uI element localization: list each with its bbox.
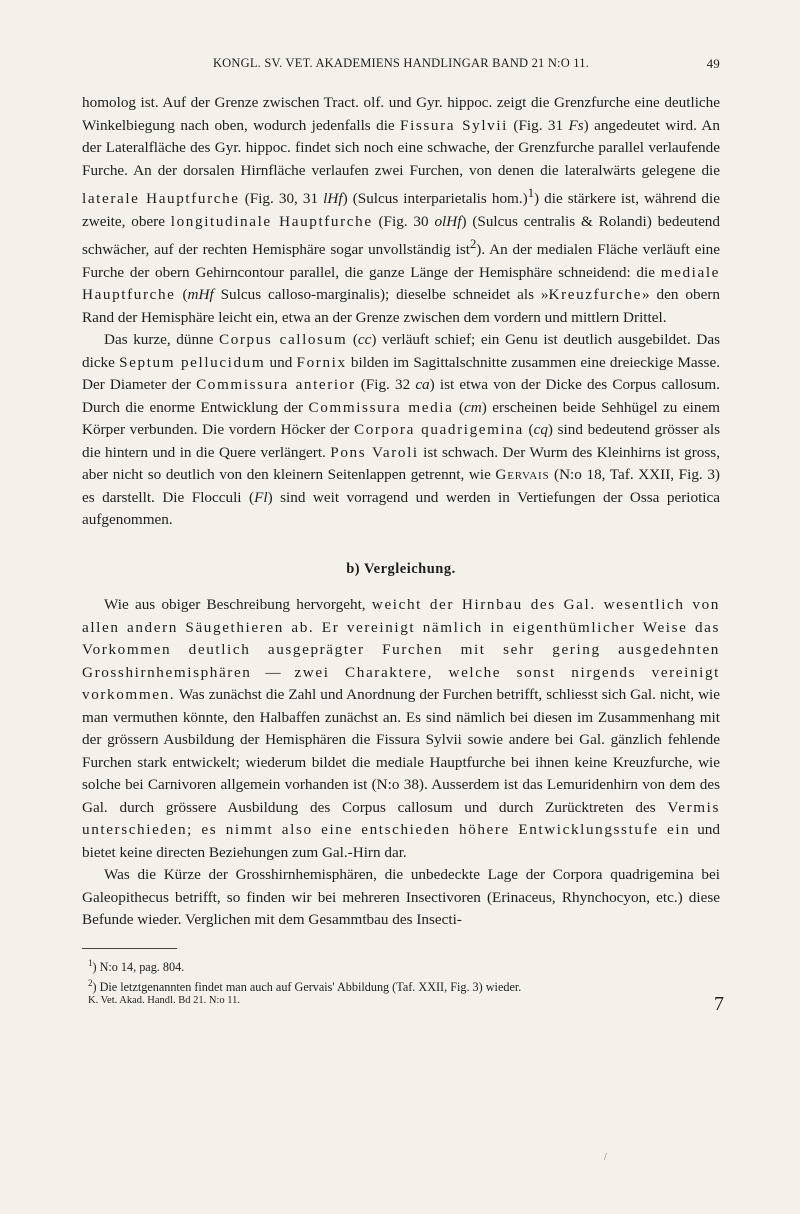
body-text bbox=[82, 92, 720, 932]
text-run: 2 bbox=[469, 237, 477, 252]
text-run: mHf bbox=[187, 286, 214, 304]
text-run: bilden im Sagittalschnitte zusammen eine dreieckige Masse. Der Diameter der bbox=[82, 353, 720, 394]
text-run: ) erscheinen beide Sehhügel zu einem Körper verbunden. Die vordern Höcker der bbox=[82, 398, 720, 439]
text-run: ( bbox=[347, 331, 358, 349]
section-heading: b) Vergleichung. bbox=[346, 560, 456, 577]
text-run: ) sind weit vorragend und werden in Vertiefungen der Ossa periotica aufgenommen. bbox=[82, 488, 720, 529]
text-run: Fl bbox=[254, 488, 268, 506]
signature-line bbox=[88, 992, 724, 1015]
text-run: ) sind bedeutend grösser als die hintern und in die Quere verlängert. bbox=[82, 421, 720, 461]
text-run: (N:o 18, Taf. XXII, Fig. 3) es darstellt. Die Flocculi ( bbox=[82, 466, 720, 506]
footnote-text: ) Die letztgenannten findet man auch auf Gervais' Abbildung (Taf. XXII, Fig. 3) wieder. bbox=[92, 979, 522, 994]
page-content bbox=[82, 56, 724, 1015]
footnote-rule bbox=[82, 948, 177, 949]
footnote-mark: 1 bbox=[88, 957, 93, 968]
text-run: (Fig. 32 bbox=[355, 376, 416, 394]
footnote-text: ) N:o 14, pag. 804. bbox=[92, 959, 185, 974]
text-run: ( bbox=[523, 421, 534, 439]
text-run: Fissura Sylvii bbox=[400, 116, 509, 134]
paragraph-1 bbox=[82, 92, 720, 329]
text-run: ist schwach. Der Wurm des Kleinhirns ist gross, aber nicht so deutlich von den kleinern Seitenlappen getrennt, wie bbox=[82, 443, 720, 484]
text-run: Corpora quadrigemina bbox=[353, 421, 524, 439]
text-run: Gervais bbox=[495, 466, 550, 484]
text-run: Sulcus calloso-marginalis); dieselbe schneidet als » bbox=[213, 286, 549, 304]
page-number: 49 bbox=[706, 56, 720, 71]
text-run: ) (Sulcus interparietalis hom.) bbox=[342, 190, 528, 208]
text-run: olHf bbox=[434, 212, 462, 230]
text-run: (Fig. 31 bbox=[508, 116, 569, 134]
text-run: Pons Varoli bbox=[330, 443, 419, 461]
footnote-1 bbox=[88, 955, 720, 975]
text-run: (Fig. 30 bbox=[372, 212, 435, 230]
running-title: KONGL. SV. VET. AKADEMIENS HANDLINGAR BAND 21 N:O 11. bbox=[212, 56, 590, 70]
text-run: 1 bbox=[527, 186, 535, 200]
text-run: homolog ist. Auf der Grenze zwischen Tract. olf. und Gyr. hippoc. zeigt die Grenzfurche eine deutliche Winkelbiegung nach oben, wodurch jedenfalls die bbox=[82, 94, 720, 134]
footnotes bbox=[82, 955, 720, 995]
text-run: Corpus callosum bbox=[218, 331, 348, 349]
text-run: » den obern Rand der Hemisphäre leicht ein, etwa an der Grenze zwischen dem vordern und mittlern Drittel. bbox=[82, 286, 720, 326]
text-run: cm bbox=[464, 398, 482, 416]
signature-number: 7 bbox=[714, 992, 724, 1015]
text-run: zwei Charaktere, welche sonst nirgends vereinigt vorkommen. bbox=[82, 663, 720, 704]
text-run: Was die Kürze der Grosshirnhemisphären, die unbedeckte Lage der Corpora quadrigemina bei Galeopithecus betrifft, so finden wir bei mehreren Insectivoren (Erinaceus, Rhynchocyon, etc.) diese Befunde wieder. Verglichen mit dem Gesammtbau des Insecti- bbox=[82, 866, 720, 929]
text-run: weicht der Hirnbau des Gal. wesentlich von allen andern Säugethieren ab. Er vereinigt nämlich in eigenthümlicher Weise das Vorkommen deutlich ausgeprägter Furchen mit sehr gering ausgedehnten Grosshirnhemisphären bbox=[82, 596, 720, 681]
text-run: mediale Hauptfurche bbox=[82, 263, 720, 304]
text-run: — bbox=[251, 663, 295, 681]
text-run: lHf bbox=[323, 190, 343, 208]
footnote-2 bbox=[88, 975, 720, 995]
text-run: Fs bbox=[568, 116, 584, 134]
text-run: und bbox=[265, 353, 297, 371]
text-run: und bietet keine directen Beziehungen zum Gal.-Hirn dar. bbox=[82, 821, 720, 861]
text-run: Vermis unterschieden; es nimmt also eine entschieden höhere Entwicklungsstufe ein bbox=[82, 798, 720, 839]
text-run: ) die stärkere ist, während die zweite, obere bbox=[82, 190, 720, 230]
text-run: Was zunächst die Zahl und Anordnung der Furchen betrifft, schliesst sich Gal. nicht, wie man vermuthen könnte, den Halbaffen zunächst an. Es sind nämlich bei diesen im Zusammenhang mit der grössern Ausbildung der Hemisphären die Fissura Sylvii sowie andere bei Gal. gänzlich fehlende Furchen stark entwickelt; wiederum bildet die mediale Hauptfurche bei ihnen keine Kreuzfurche, wie solche bei Carnivoren allgemein vorhanden ist (N:o 38). Ausserdem ist das Lemuridenhirn von dem des Gal. durch grössere Ausbildung des Corpus callosum und durch Zurücktreten des bbox=[82, 686, 720, 816]
text-run: ( bbox=[453, 398, 465, 416]
text-run: Commissura media bbox=[308, 398, 454, 416]
text-run: ). An der medialen Fläche verläuft eine Furche der obern Gehirncontour parallel, die ganze Länge der Hemisphäre schneidend: die bbox=[82, 241, 720, 281]
paragraph-3 bbox=[82, 594, 720, 864]
text-run: Das kurze, dünne bbox=[104, 331, 219, 349]
text-run: ) angedeutet wird. An der Lateralfläche des Gyr. hippoc. findet sich noch eine schwache, der Grenzfurche parallel verlaufende Furche. An der dorsalen Hirnfläche verlaufen zwei Furchen, von denen die lateralwärts gelegene die bbox=[82, 116, 720, 179]
text-run: (Fig. 30, 31 bbox=[239, 190, 324, 208]
stray-mark: / bbox=[604, 1152, 607, 1163]
running-header bbox=[82, 56, 720, 76]
text-run: cq bbox=[533, 421, 548, 439]
text-run: Fornix bbox=[296, 353, 347, 371]
text-run: laterale Hauptfurche bbox=[82, 190, 240, 208]
text-run: Commissura anterior bbox=[196, 376, 356, 394]
text-run: Wie aus obiger Beschreibung hervorgeht, bbox=[104, 596, 372, 614]
text-run: ) (Sulcus centralis & Rolandi) bedeutend schwächer, auf der rechten Hemisphäre sogar unvollständig ist bbox=[82, 212, 720, 259]
footer-citation: K. Vet. Akad. Handl. Bd 21. N:o 11. bbox=[88, 994, 240, 1006]
text-run: ca bbox=[415, 376, 430, 394]
text-run: cc bbox=[357, 331, 372, 349]
text-run: longitudinale Hauptfurche bbox=[170, 212, 373, 230]
paragraph-4 bbox=[82, 864, 720, 932]
text-run: ) ist etwa von der Dicke des Corpus callosum. Durch die enorme Entwicklung der bbox=[82, 376, 720, 416]
footnote-mark: 2 bbox=[88, 977, 93, 988]
paragraph-2 bbox=[82, 329, 720, 532]
text-run: Septum pellucidum bbox=[119, 353, 266, 371]
text-run: ) verläuft schief; ein Genu ist deutlich ausgebildet. Das dicke bbox=[82, 331, 720, 371]
text-run: ( bbox=[175, 286, 188, 304]
text-run: Kreuzfurche bbox=[548, 286, 643, 304]
